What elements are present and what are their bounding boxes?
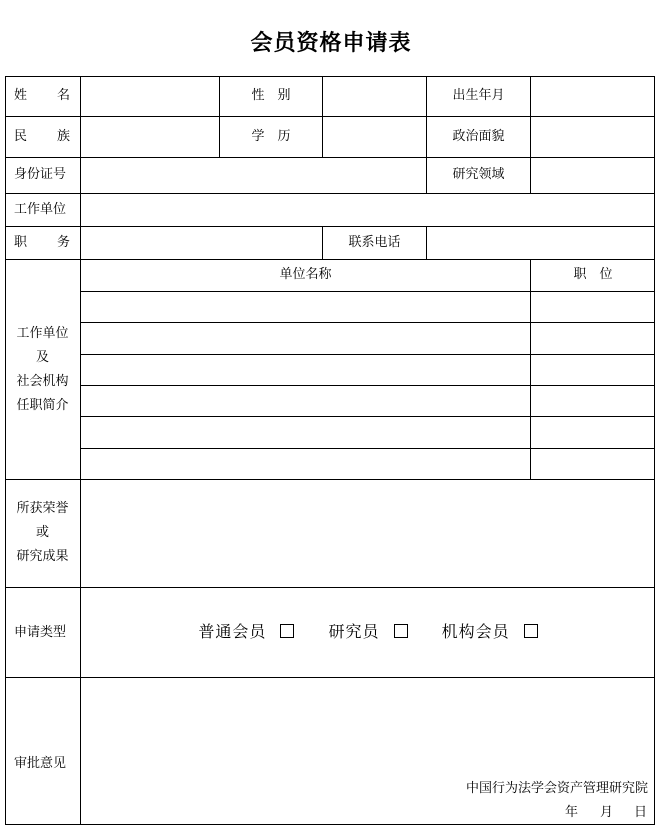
membership-option-institution[interactable]	[435, 622, 545, 641]
membership-option-researcher[interactable]	[321, 622, 414, 641]
gender-label: 性 别	[251, 88, 291, 103]
date-day-unit: 日	[634, 805, 648, 820]
political-status-label: 政治面貌	[452, 129, 505, 144]
gender-field[interactable]	[323, 77, 426, 116]
employer-field[interactable]	[81, 194, 655, 226]
honors-field[interactable]	[81, 480, 655, 587]
history-org-cell[interactable]	[81, 386, 530, 416]
approval-label: 审批意见	[14, 756, 67, 771]
political-status-field[interactable]	[531, 117, 655, 157]
position-label-text: 职 务	[14, 235, 70, 250]
work-history-label-line: 社会机构	[16, 374, 69, 389]
honors-label-line: 所获荣誉	[16, 501, 69, 516]
history-org-cell[interactable]	[81, 417, 530, 448]
work-history-label-line: 任职简介	[16, 398, 69, 413]
education-field[interactable]	[323, 117, 426, 157]
checkbox-icon[interactable]	[394, 624, 408, 638]
id-number-label: 身份证号	[14, 167, 67, 182]
employer-label: 工作单位	[14, 202, 67, 217]
birth-date-label: 出生年月	[452, 88, 505, 103]
name-field[interactable]	[81, 77, 219, 116]
approval-signature: 中国行为法学会资产管理研究院	[465, 781, 648, 796]
history-role-cell[interactable]	[531, 292, 655, 322]
row-divider	[5, 259, 655, 260]
name-label	[14, 88, 70, 104]
contact-phone-field[interactable]	[427, 227, 655, 259]
research-field-input[interactable]	[531, 158, 655, 193]
history-org-cell[interactable]	[81, 323, 530, 354]
education-label: 学 历	[251, 129, 291, 144]
ethnicity-label	[14, 129, 70, 145]
date-month-unit: 月	[600, 805, 614, 820]
honors-label-line: 或	[35, 525, 49, 540]
membership-type-options	[81, 620, 655, 644]
ethnicity-label-text: 民 族	[14, 129, 70, 144]
history-role-cell[interactable]	[531, 323, 655, 354]
form-title: 会员资格申请表	[250, 30, 412, 56]
id-number-field[interactable]	[81, 158, 426, 193]
research-field-label: 研究领域	[452, 167, 505, 182]
membership-option-label: 机构会员	[441, 622, 510, 641]
date-year-unit: 年	[565, 805, 579, 820]
approval-field[interactable]	[81, 678, 655, 778]
history-org-cell[interactable]	[81, 292, 530, 322]
row-divider	[5, 587, 655, 588]
history-role-cell[interactable]	[531, 417, 655, 448]
work-history-label-line: 工作单位	[16, 326, 69, 341]
honors-label-line: 研究成果	[16, 549, 69, 564]
apply-type-label: 申请类型	[14, 625, 67, 640]
birth-date-field[interactable]	[531, 77, 655, 116]
position-label	[14, 235, 70, 251]
org-name-header: 单位名称	[279, 267, 332, 282]
name-label-text: 姓 名	[14, 88, 70, 103]
ethnicity-field[interactable]	[81, 117, 219, 157]
work-history-label-line: 及	[35, 350, 49, 365]
membership-option-label: 普通会员	[198, 622, 267, 641]
work-history-label	[5, 322, 80, 418]
history-org-cell[interactable]	[81, 449, 530, 479]
honors-label	[5, 497, 80, 569]
contact-phone-label: 联系电话	[348, 235, 401, 250]
checkbox-icon[interactable]	[280, 624, 294, 638]
membership-option-regular[interactable]	[191, 622, 301, 641]
history-org-cell[interactable]	[81, 355, 530, 385]
history-role-cell[interactable]	[531, 449, 655, 479]
membership-option-label: 研究员	[328, 622, 380, 641]
position-field[interactable]	[81, 227, 322, 259]
history-role-cell[interactable]	[531, 355, 655, 385]
role-header: 职 位	[573, 267, 613, 282]
checkbox-icon[interactable]	[524, 624, 538, 638]
history-role-cell[interactable]	[531, 386, 655, 416]
